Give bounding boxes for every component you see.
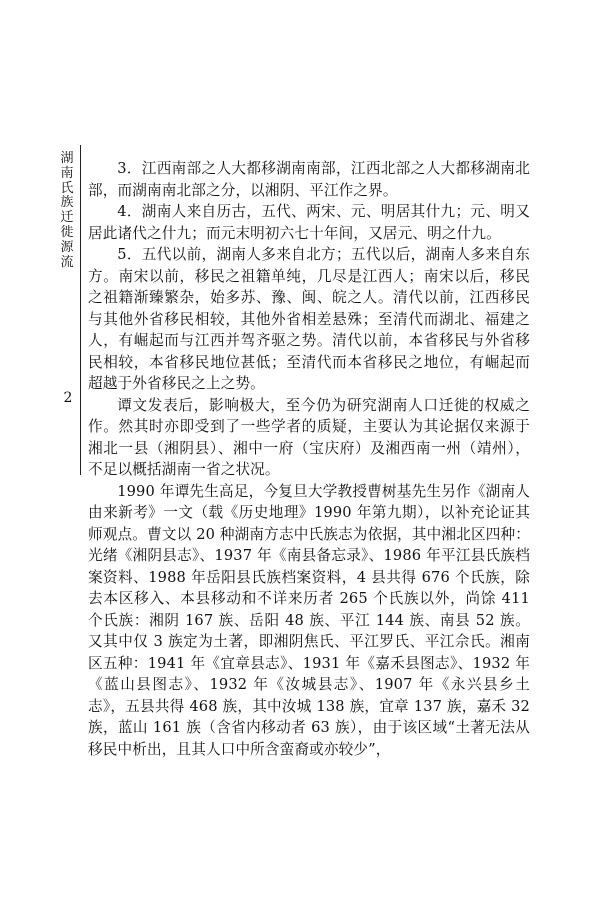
paragraph-influence: 谭文发表后，影响极大，至今仍为研究湖南人口迁徙的权威之作。然其时亦即受到了一些学者的质疑，主要认为其论据仅来源于湘北一县（湘阴县）、湘中一府（宝庆府）及湘西南一州（靖州），不足以概括湖南一省之状况。	[88, 396, 530, 478]
running-head-title: 湖南氏族迁徙源流	[60, 151, 74, 270]
page-number: 2	[63, 390, 73, 406]
paragraph-point-3: 3．江西南部之人大都移湖南南部，江西北部之人大都移湖南北部，而湖南南北部之分，以湘阴、平江作之界。	[88, 160, 530, 199]
body-text	[88, 158, 530, 760]
margin-rule	[80, 145, 81, 475]
paragraph-point-5: 5．五代以前，湖南人多来自北方；五代以后，湖南人多来自东方。南宋以前，移民之祖籍单纯，几尽是江西人；南宋以后，移民之祖籍渐臻繁杂，始多苏、豫、闽、皖之人。清代以前，江西移民与其他外省移民相较，其他外省相差悬殊；至清代而湖北、福建之人，有崛起而与江西并驾齐驱之势。清代以前，本省移民与外省移民相较，本省移民地位甚低；至清代而本省移民之地位，有崛起而超越于外省移民之上之势。	[88, 246, 530, 392]
paragraph-cao-study: 1990 年谭先生高足，今复旦大学教授曹树基先生另作《湖南人由来新考》一文（载《历史地理》1990 年第九期），以补充论证其师观点。曹文以 20 种湖南方志中氏族志为依据，其中湘北区四种：光绪《湘阴县志》、1937 年《南县备忘录》、1986 年平江县氏族档案资料、1988 年岳阳县氏族档案资料，4 县共得 676 个氏族，除去本区移入、本县移动和不详来历者 265 个氏族以外，尚馀 411 个氏族：湘阴 167 族、岳阳 48 族、平江 144 族、南县 52 族。又其中仅 3 族定为土著，即湘阴焦氏、平江罗氏、平江佘氏。湘南区五种：1941 年《宜章县志》、1931 年《嘉禾县图志》、1932 年《蓝山县图志》、1932 年《汝城县志》、1907 年《永兴县乡土志》，五县共得 468 族，其中汝城 138 族，宜章 137 族，嘉禾 32 族，蓝山 161 族（含省内移动者 63 族），由于该区域“土著无法从移民中析出，且其人口中所含蛮裔或亦较少”，	[88, 482, 530, 758]
paragraph-point-4: 4．湖南人来自历古，五代、两宋、元、明居其什九；元、明又居此诸代之什九；而元末明初六七十年间，又居元、明之什九。	[88, 203, 530, 242]
